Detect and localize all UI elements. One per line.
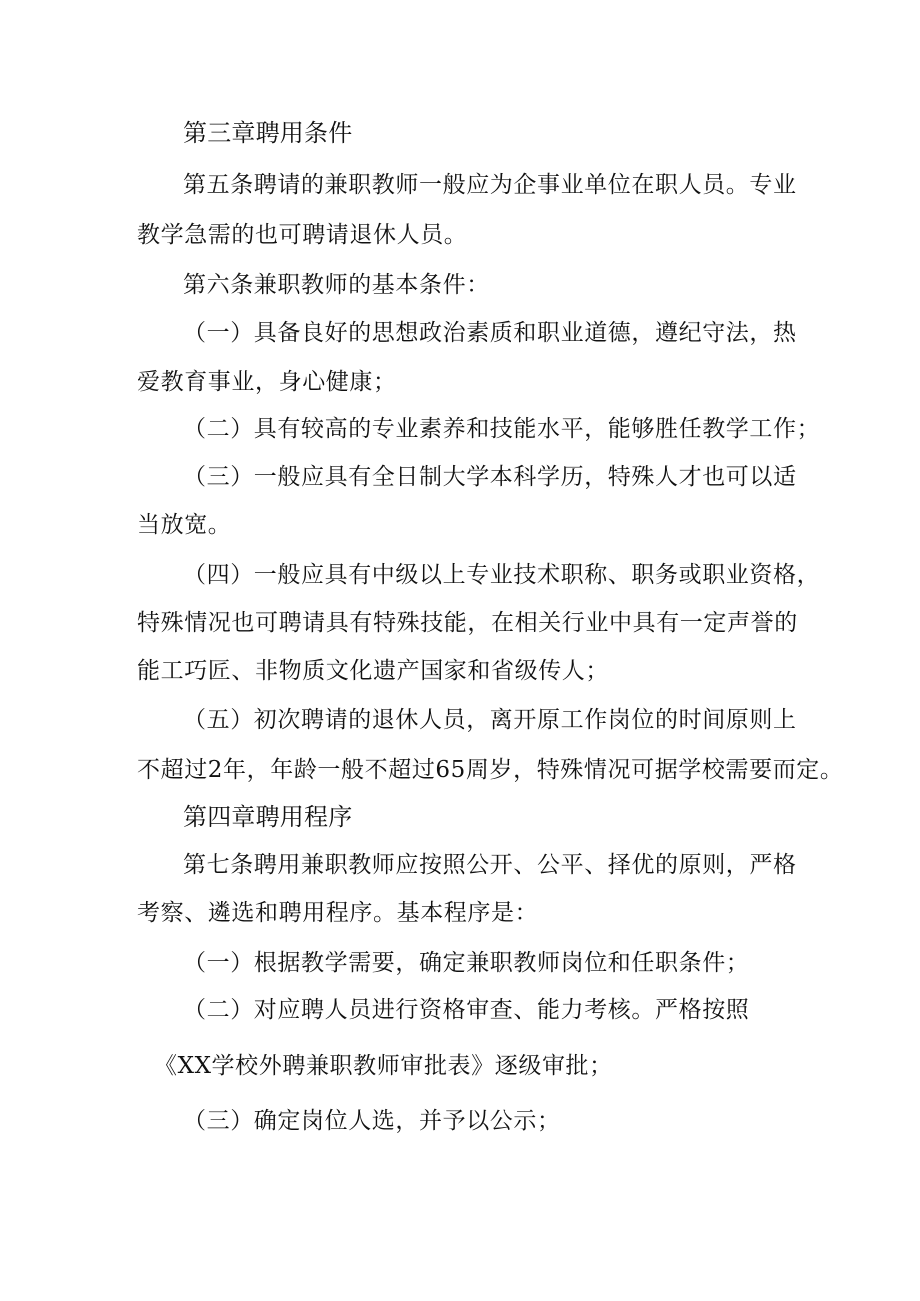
article-6-item-5-line-1: （五）初次聘请的退休人员，离开原工作岗位的时间原则上 xyxy=(183,707,797,733)
article-6-item-1-line-2: 爱教育事业，身心健康； xyxy=(137,369,397,395)
article-6-item-4-line-1: （四）一般应具有中级以上专业技术职称、职务或职业资格， xyxy=(183,562,821,588)
article-6-item-3-line-2: 当放宽。 xyxy=(137,512,232,538)
article-7-item-2-line-2: 《XX学校外聘兼职教师审批表》逐级审批； xyxy=(154,1053,613,1079)
chapter-3-heading: 第三章聘用条件 xyxy=(183,119,353,147)
article-7-line-2: 考察、遴选和聘用程序。基本程序是： xyxy=(137,900,539,926)
article-6-item-1-line-1: （一）具备良好的思想政治素质和职业道德，遵纪守法，热 xyxy=(183,320,797,346)
article-6-item-5-line-2: 不超过2年，年龄一般不超过65周岁，特殊情况可据学校需要而定。 xyxy=(137,757,844,783)
article-7-item-2-line-1: （二）对应聘人员进行资格审查、能力考核。严格按照 xyxy=(183,997,750,1023)
article-5-line-1: 第五条聘请的兼职教师一般应为企事业单位在职人员。专业 xyxy=(183,172,797,198)
article-7-item-3: （三）确定岗位人选，并予以公示； xyxy=(183,1108,561,1134)
article-7-item-1: （一）根据教学需要，确定兼职教师岗位和任职条件； xyxy=(183,950,750,976)
article-6-item-3-line-1: （三）一般应具有全日制大学本科学历，特殊人才也可以适 xyxy=(183,464,797,490)
article-6-item-4-line-3: 能工巧匠、非物质文化遗产国家和省级传人； xyxy=(137,658,609,684)
article-6-title: 第六条兼职教师的基本条件： xyxy=(183,272,490,298)
chapter-4-heading: 第四章聘用程序 xyxy=(183,803,353,831)
article-5-line-2: 教学急需的也可聘请退休人员。 xyxy=(137,222,468,248)
article-6-item-4-line-2: 特殊情况也可聘请具有特殊技能，在相关行业中具有一定声誉的 xyxy=(137,610,798,636)
article-6-item-2: （二）具有较高的专业素养和技能水平，能够胜任教学工作； xyxy=(183,416,821,442)
article-7-line-1: 第七条聘用兼职教师应按照公开、公平、择优的原则，严格 xyxy=(183,852,797,878)
